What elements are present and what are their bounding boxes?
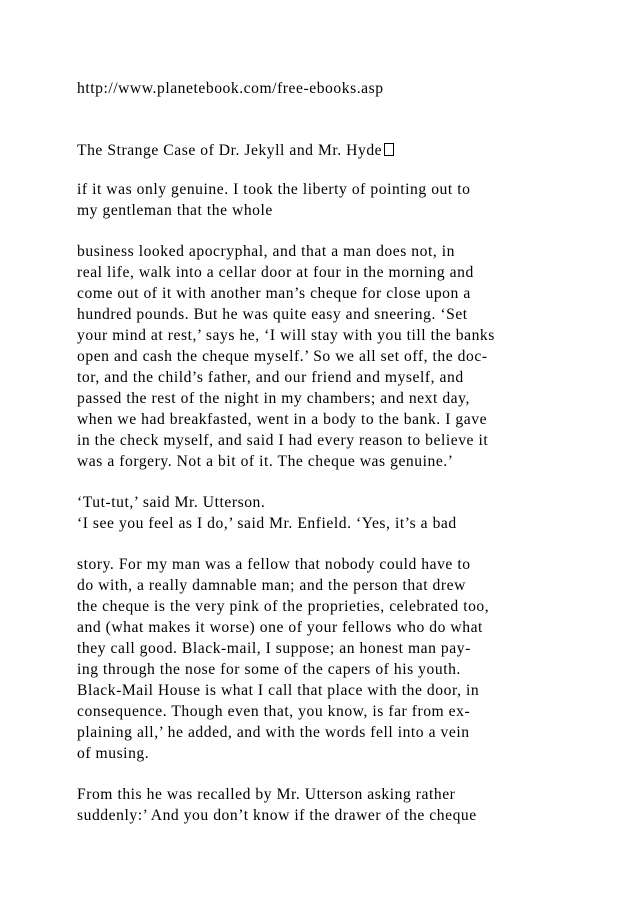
text-line: consequence. Though even that, you know, is far from ex-: [77, 703, 471, 720]
book-title: [77, 142, 394, 160]
text-line: open and cash the cheque myself.’ So we all set off, the doc-: [77, 348, 488, 365]
text-line: was a forgery. Not a bit of it. The cheque was genuine.’: [77, 453, 454, 470]
book-title-text: The Strange Case of Dr. Jekyll and Mr. Hyde: [77, 142, 383, 159]
text-line: passed the rest of the night in my chambers; and next day,: [77, 390, 470, 407]
text-line: do with, a really damnable man; and the person that drew: [77, 577, 466, 594]
text-line: your mind at rest,’ says he, ‘I will stay with you till the banks: [77, 327, 495, 344]
text-line: hundred pounds. But he was quite easy and sneering. ‘Set: [77, 306, 468, 323]
text-line: of musing.: [77, 745, 150, 762]
source-url: http://www.planetebook.com/free-ebooks.asp: [77, 80, 384, 97]
text-line: ing through the nose for some of the capers of his youth.: [77, 661, 461, 678]
text-line: and (what makes it worse) one of your fellows who do what: [77, 619, 483, 636]
text-line: suddenly:’ And you don’t know if the drawer of the cheque: [77, 807, 477, 824]
text-line: in the check myself, and said I had every reason to believe it: [77, 432, 489, 449]
text-line: ‘I see you feel as I do,’ said Mr. Enfield. ‘Yes, it’s a bad: [77, 515, 457, 532]
text-line: come out of it with another man’s cheque for close upon a: [77, 285, 471, 302]
text-line: From this he was recalled by Mr. Utterson asking rather: [77, 786, 456, 803]
text-line: my gentleman that the whole: [77, 202, 273, 219]
text-line: when we had breakfasted, went in a body to the bank. I gave: [77, 411, 488, 428]
text-line: tor, and the child’s father, and our friend and myself, and: [77, 369, 464, 386]
text-line: business looked apocryphal, and that a man does not, in: [77, 243, 456, 260]
text-line: Black-Mail House is what I call that place with the door, in: [77, 682, 480, 699]
text-line: the cheque is the very pink of the proprieties, celebrated too,: [77, 598, 490, 615]
text-line: if it was only genuine. I took the liberty of pointing out to: [77, 181, 471, 198]
text-line: real life, walk into a cellar door at four in the morning and: [77, 264, 474, 281]
text-line: they call good. Black-mail, I suppose; an honest man pay-: [77, 640, 471, 657]
text-line: plaining all,’ he added, and with the words fell into a vein: [77, 724, 470, 741]
text-line: ‘Tut-tut,’ said Mr. Utterson.: [77, 494, 266, 511]
missing-glyph-box: [384, 143, 394, 156]
text-line: story. For my man was a fellow that nobody could have to: [77, 556, 471, 573]
